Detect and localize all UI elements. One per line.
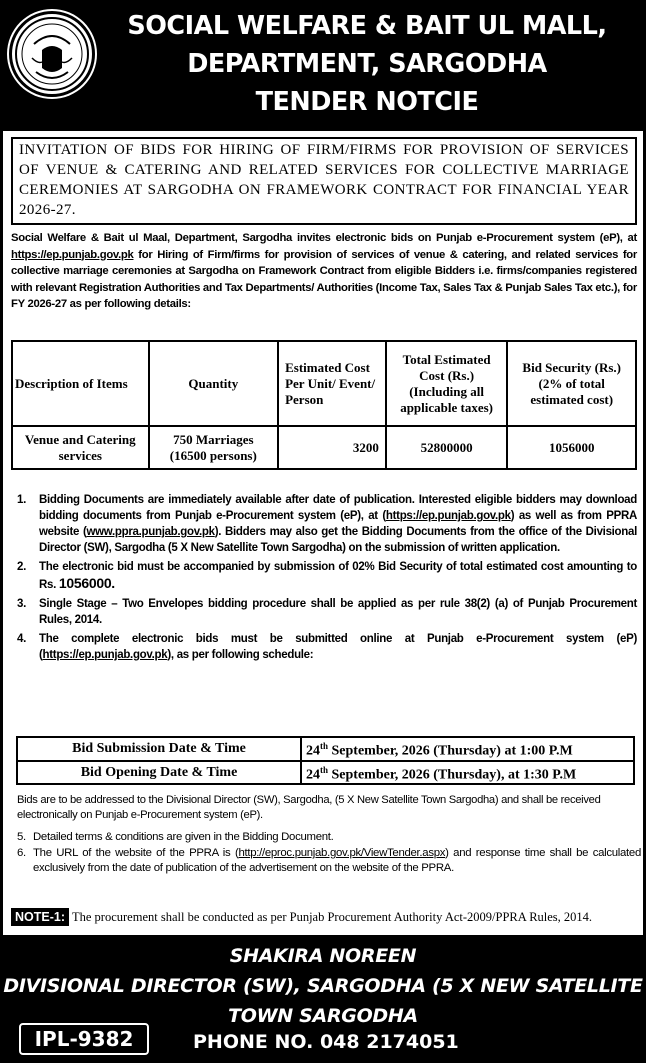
office-location: TOWN SARGODHA xyxy=(228,1005,418,1027)
cell-description: Venue and Catering services xyxy=(12,426,149,469)
list-item xyxy=(11,596,637,628)
intro-text-2: for Hiring of Firm/firms for provision of services of venue & catering, and related services for collective marriage ceremonies at Sargodha on Framework Contract from eligible Bidders i.e. firms/companies registered with relevant Registration Authorities and Tax Departments/ Authorities (Income Tax, Sales Tax & Punjab Sales Tax etc.), for FY 2026-27 as per following details: xyxy=(11,248,637,310)
header-description: Description of Items xyxy=(12,341,149,426)
term-number: 5. xyxy=(17,831,26,843)
ep-punjab-link[interactable]: https://ep.punjab.gov.pk xyxy=(11,248,134,261)
term-text xyxy=(39,559,637,593)
officer-name: SHAKIRA NOREEN xyxy=(229,945,417,967)
terms-list xyxy=(11,492,637,666)
term-6-text-a: The URL of the website of the PPRA is ( xyxy=(33,847,239,859)
cell-quantity xyxy=(149,426,279,469)
quantity-line-2: (16500 persons) xyxy=(169,447,257,463)
invitation-heading: INVITATION OF BIDS FOR HIRING OF FIRM/FIRMS FOR PROVISION OF SERVICES OF VENUE & CATERING AND RELATED SERVICES FOR COLLECTIVE MARRIAGE CEREMONIES AT SARGODHA ON FRAMEWORK CONTRACT FOR FINANCIAL YEAR 2026-27. xyxy=(11,137,637,225)
header-cost-per-unit: Estimated Cost Per Unit/ Event/ Person xyxy=(278,341,386,426)
cell-total-cost: 52800000 xyxy=(386,426,508,469)
list-item xyxy=(11,631,637,663)
term-4-text-b: ), as per following schedule: xyxy=(167,649,314,661)
note-text: The procurement shall be conducted as per Punjab Procurement Authority Act-2009/PPRA Rules, 2014. xyxy=(72,910,593,924)
submission-day: 24 xyxy=(306,743,320,759)
table-row xyxy=(17,761,634,785)
officer-designation: DIVISIONAL DIRECTOR (SW), SARGODHA (5 X NEW SATELLITE xyxy=(3,975,643,997)
submission-suffix: th xyxy=(320,741,329,751)
submission-datetime xyxy=(301,737,634,761)
signature-block xyxy=(3,941,643,1031)
bid-security-amount: 1056000. xyxy=(58,575,115,591)
title-line-3: TENDER NOTCIE xyxy=(255,87,479,117)
term-number: 1. xyxy=(17,494,26,506)
term-text xyxy=(39,631,637,663)
term-text: Single Stage – Two Envelopes bidding procedure shall be applied as per rule 38(2) (a) of Punjab Procurement Rules, 2014. xyxy=(39,598,637,626)
cell-cost-per-unit: 3200 xyxy=(278,426,386,469)
title-line-1: SOCIAL WELFARE & BAIT UL MALL, xyxy=(127,11,607,41)
header-banner xyxy=(3,3,643,131)
intro-text-1: Social Welfare & Bait ul Maal, Department, Sargodha invites electronic bids on Punjab e-Procurement system (eP), at xyxy=(11,232,637,244)
quantity-line-1: 750 Marriages xyxy=(173,431,254,447)
government-seal-icon xyxy=(9,11,95,97)
ipl-badge: IPL-9382 xyxy=(19,1023,149,1055)
header-total-cost: Total Estimated Cost (Rs.) (Including all applicable taxes) xyxy=(386,341,508,426)
opening-datetime xyxy=(301,761,634,785)
list-item xyxy=(11,492,637,556)
submission-label: Bid Submission Date & Time xyxy=(17,737,301,761)
note-label: NOTE-1: xyxy=(11,908,69,926)
term-6-text-b: ) and response time shall be calculated exclusively from the date of publication of the advertisement on the website of the PPRA. xyxy=(33,847,641,874)
term-1-text-c: ). Bidders may also get the Bidding Documents from the office of the Divisional Director (SW), Sargodha (5 X New Satellite Town Sargodha) on the submission of written application. xyxy=(39,526,637,554)
header-bid-security: Bid Security (Rs.) (2% of total estimated cost) xyxy=(507,341,636,426)
opening-suffix: th xyxy=(320,764,329,775)
phone-number: PHONE NO. 048 2174051 xyxy=(193,1031,459,1053)
footer-banner xyxy=(3,935,643,1060)
submission-rest: September, 2026 (Thursday) at 1:00 P.M xyxy=(328,743,573,759)
intro-paragraph xyxy=(11,230,637,313)
bids-address-paragraph: Bids are to be addressed to the Divisional Director (SW), Sargodha, (5 X New Satellite Town Sargodha) and shall be received electronically on Punjab e-Procurement system (eP). xyxy=(17,794,601,821)
table-row xyxy=(17,737,634,761)
note-line xyxy=(11,908,637,926)
term-1-text-b: ) as well as from PPRA website ( xyxy=(39,510,637,538)
term-4-text-a: The complete electronic bids must be submitted online at Punjab e-Procurement system (eP) ( xyxy=(39,633,637,661)
opening-day: 24 xyxy=(306,767,320,783)
term-1-text-a: Bidding Documents are immediately available after date of publication. Interested eligible bidders may download bidding documents from Punjab e-Procurement system (eP), at ( xyxy=(39,494,637,522)
term-2-text: The electronic bid must be accompanied by submission of 02% Bid Security of total estimated cost amounting to Rs. xyxy=(39,561,637,591)
term-text: Detailed terms & conditions are given in the Bidding Document. xyxy=(33,831,334,843)
items-table xyxy=(11,340,637,470)
title-line-2: DEPARTMENT, SARGODHA xyxy=(187,49,547,79)
eproc-link[interactable]: http://eproc.punjab.gov.pk/ViewTender.aspx xyxy=(238,847,446,859)
notice-title xyxy=(95,7,639,121)
term-number: 6. xyxy=(17,847,26,859)
ep-punjab-link-3[interactable]: https://ep.punjab.gov.pk xyxy=(42,649,168,661)
term-number: 2. xyxy=(17,561,26,573)
term-text xyxy=(39,492,637,556)
schedule-table xyxy=(16,736,635,785)
list-item xyxy=(11,830,641,845)
header-quantity: Quantity xyxy=(149,341,279,426)
cell-bid-security: 1056000 xyxy=(507,426,636,469)
table-row xyxy=(12,426,636,469)
opening-rest: September, 2026 (Thursday), at 1:30 P.M xyxy=(328,767,577,783)
list-item xyxy=(11,559,637,593)
ep-punjab-link-2[interactable]: https://ep.punjab.gov.pk xyxy=(385,510,511,522)
term-number: 4. xyxy=(17,633,26,645)
term-text xyxy=(33,846,641,876)
ppra-link[interactable]: www.ppra.punjab.gov.pk xyxy=(86,526,215,538)
items-table-header xyxy=(12,341,636,426)
terms-list-2 xyxy=(11,830,641,877)
opening-label: Bid Opening Date & Time xyxy=(17,761,301,785)
list-item xyxy=(11,846,641,876)
term-number: 3. xyxy=(17,598,26,610)
